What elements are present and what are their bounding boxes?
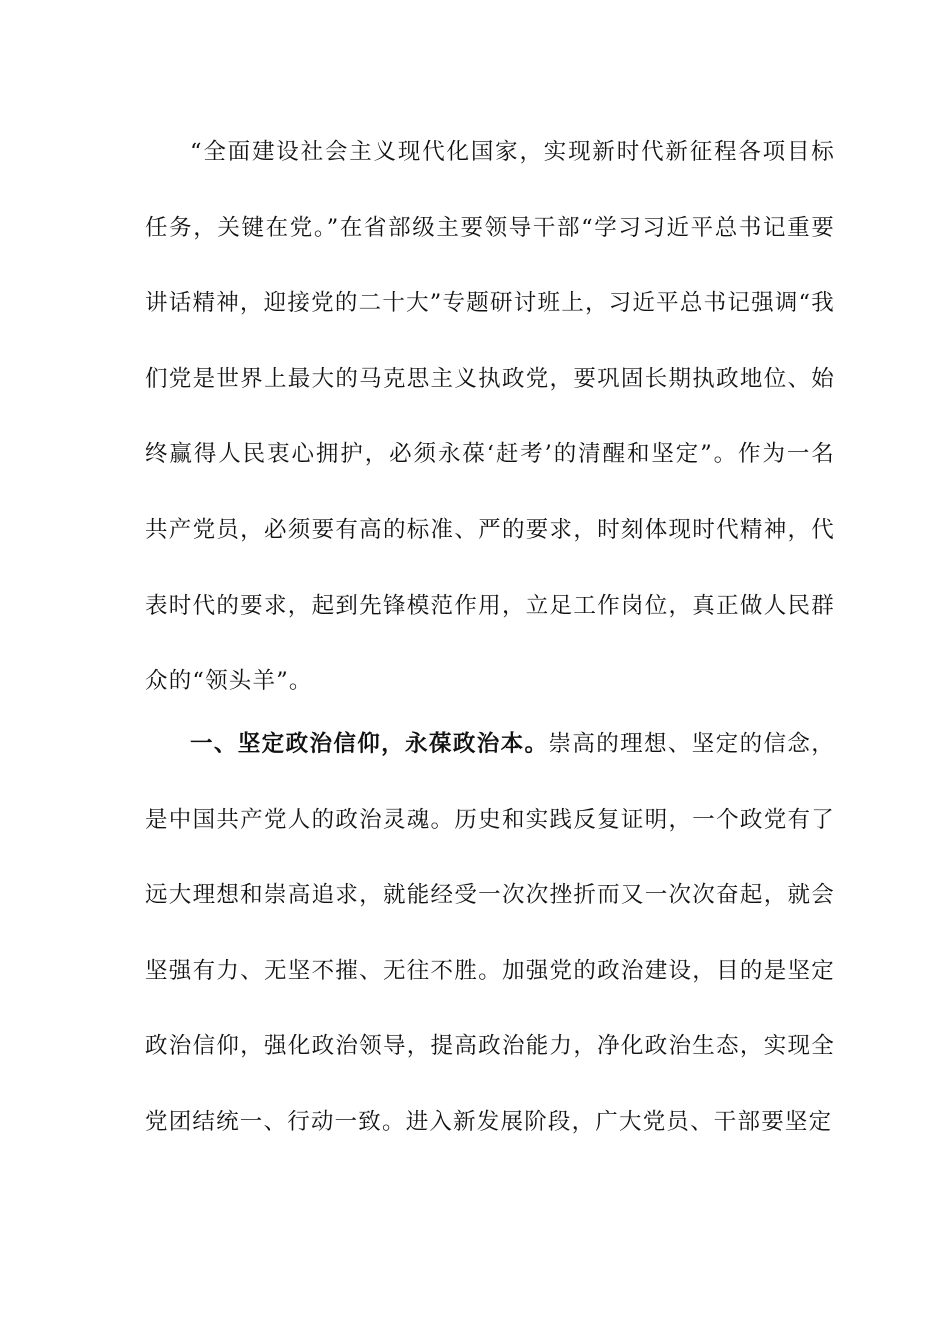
section-1-heading: 一、坚定政治信仰，永葆政治本。 [190, 731, 549, 757]
section-1-paragraph [145, 707, 835, 1161]
intro-paragraph: “全面建设社会主义现代化国家，实现新时代新征程各项目标任务，关键在党。”在省部级主要领导干部“学习习近平总书记重要讲话精神，迎接党的二十大”专题研讨班上，习近平总书记强调“我们党是世界上最大的马克思主义执政党，要巩固长期执政地位、始终赢得人民衷心拥护，必须永葆‘赶考’的清醒和坚定”。作为一名共产党员，必须要有高的标准、严的要求，时刻体现时代精神，代表时代的要求，起到先锋模范作用，立足工作岗位，真正做人民群众的“领头羊”。 [145, 139, 835, 695]
section-1-body: 崇高的理想、坚定的信念，是中国共产党人的政治灵魂。历史和实践反复证明，一个政党有了远大理想和崇高追求，就能经受一次次挫折而又一次次奋起，就会坚强有力、无坚不摧、无往不胜。加强党的政治建设，目的是坚定政治信仰，强化政治领导，提高政治能力，净化政治生态，实现全党团结统一、行动一致。进入新发展阶段，广大党员、干部要坚定 [145, 731, 835, 1135]
